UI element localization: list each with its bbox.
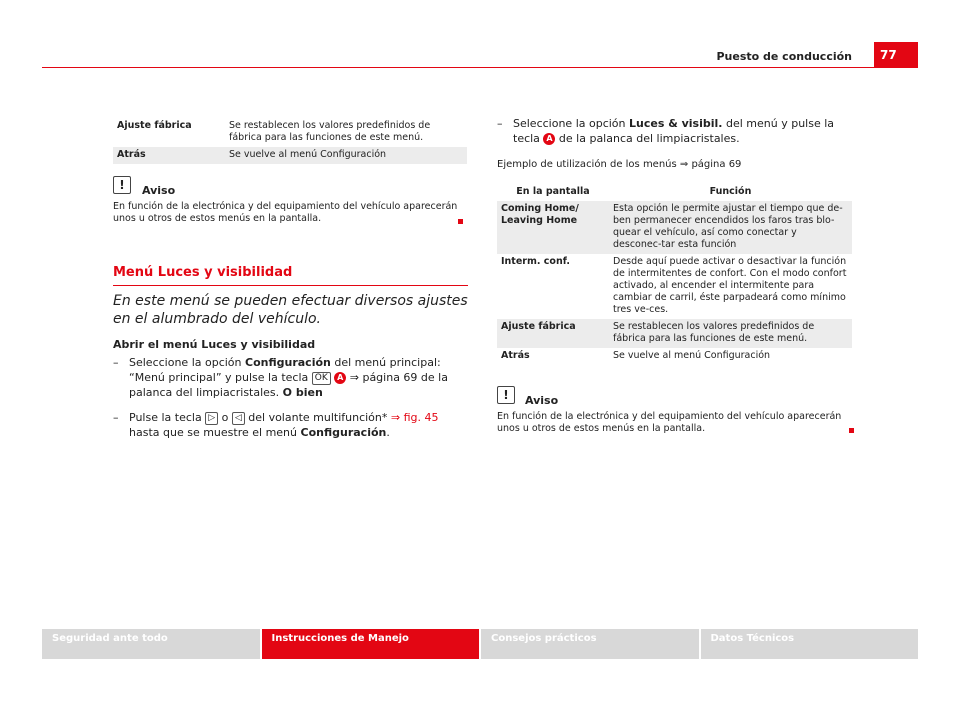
table-row [497, 319, 852, 348]
table-header-row [497, 184, 852, 201]
table-cell-name: Interm. conf. [501, 256, 570, 267]
table-cell-desc: Se vuelve al menú Configuración [225, 147, 467, 164]
table-cell-name: Atrás [113, 147, 225, 164]
text-span: Seleccione la opción [129, 356, 245, 369]
bold-text: Luces & visibil. [629, 117, 723, 130]
note-label: Aviso [525, 394, 559, 407]
exclamation-box-icon: ! [113, 176, 131, 194]
end-marker [849, 428, 854, 433]
example-reference: Ejemplo de utilización de los menús ⇒ página 69 [497, 159, 742, 170]
note-text: En función de la electrónica y del equipamiento del vehículo aparecerán unos u otros de estos menús en la pantalla. [497, 411, 842, 434]
table-cell-name: Atrás [501, 350, 530, 361]
text-span: del volante multifunción* [244, 411, 391, 424]
table-row [497, 201, 852, 254]
page-number: 77 [874, 42, 918, 68]
left-arrow-key: ◁ [232, 412, 245, 425]
section-rule [113, 285, 468, 286]
end-marker [458, 219, 463, 224]
callout-a: A [543, 133, 555, 145]
subheading: Abrir el menú Luces y visibilidad [113, 338, 316, 351]
bold-text: Configuración [300, 426, 387, 439]
lights-menu-table [497, 184, 852, 365]
table-cell-desc: Se restablecen los valores predefinidos de fábrica para las funciones de este menú. [229, 120, 431, 143]
header-title: Puesto de conducción [716, 50, 852, 63]
list-item: – Pulse la tecla ▷ o ◁ del volante multifunción* ⇒ fig. 45 hasta que se muestre el menú Configuración. [113, 411, 439, 439]
text-span: Pulse la tecla [129, 411, 206, 424]
column-header: En la pantalla [516, 186, 590, 197]
list-item: – Seleccione la opción Configuración del menú principal: “Menú principal” y pulse la tecla OK A ⇒ página 69 de la palanca del limpiacristales. O bien [113, 356, 448, 399]
text-span: de la palanca del limpiacristales. [555, 132, 740, 145]
table-cell-name: Coming Home/ Leaving Home [497, 201, 609, 254]
footer-nav [42, 629, 918, 659]
table-cell-desc: Se vuelve al menú Configuración [613, 350, 771, 361]
exclamation-box-icon: ! [497, 386, 515, 404]
table-cell-desc: Desde aquí puede activar o desactivar la función de intermitentes de confort. Con el modo confort activado, al encender el intermitente para cambiar de carril, éste parpadeará como mínimo tres ve-ces. [613, 256, 847, 315]
section-title: Menú Luces y visibilidad [113, 265, 293, 280]
table-row [113, 147, 467, 164]
text-span: Seleccione la opción [513, 117, 629, 130]
bold-text: O bien [282, 386, 323, 399]
ok-key: OK [312, 372, 331, 385]
text-span: del menú y pulse la tecla [513, 117, 835, 145]
table-cell-name: Ajuste fábrica [117, 120, 192, 131]
table-cell-desc: Esta opción le permite ajustar el tiempo que de-ben permanecer encendidos los faros tras blo-quear el vehículo, así como conectar y desconec-tar esta función [609, 201, 852, 254]
note-text: En función de la electrónica y del equipamiento del vehículo aparecerán unos u otros de estos menús en la pantalla. [113, 201, 458, 224]
footer-tab-technical[interactable]: Datos Técnicos [701, 629, 919, 659]
table-row [113, 118, 467, 147]
table-cell-desc: Se restablecen los valores predefinidos de fábrica para las funciones de este menú. [609, 319, 852, 348]
text-span: del menú principal: “Menú principal” y pulse la tecla [129, 356, 441, 384]
footer-tab-tips[interactable]: Consejos prácticos [481, 629, 699, 659]
header-rule [42, 67, 918, 68]
top-settings-table [113, 118, 467, 164]
list-item: – Seleccione la opción Luces & visibil. del menú y pulse la tecla A de la palanca del limpiacristales. [497, 117, 835, 145]
text-span: ⇒ página 69 de la palanca del limpiacristales. [129, 371, 448, 399]
text-span: o [218, 411, 232, 424]
text-span: . [386, 426, 390, 439]
column-header: Función [709, 186, 752, 197]
section-intro: En este menú se pueden efectuar diversos ajustes en el alumbrado del vehículo. [113, 293, 468, 327]
footer-tab-operating[interactable]: Instrucciones de Manejo [262, 629, 480, 659]
figure-link[interactable]: ⇒ fig. 45 [390, 411, 439, 424]
footer-tab-safety[interactable]: Seguridad ante todo [42, 629, 260, 659]
text-span: hasta que se muestre el menú [129, 426, 301, 439]
bold-text: Configuración [245, 356, 331, 369]
callout-a: A [334, 372, 346, 384]
table-row [497, 254, 852, 319]
table-cell-name: Ajuste fábrica [497, 319, 609, 348]
note-label: Aviso [142, 184, 176, 197]
right-arrow-key: ▷ [205, 412, 218, 425]
table-row [497, 348, 852, 365]
